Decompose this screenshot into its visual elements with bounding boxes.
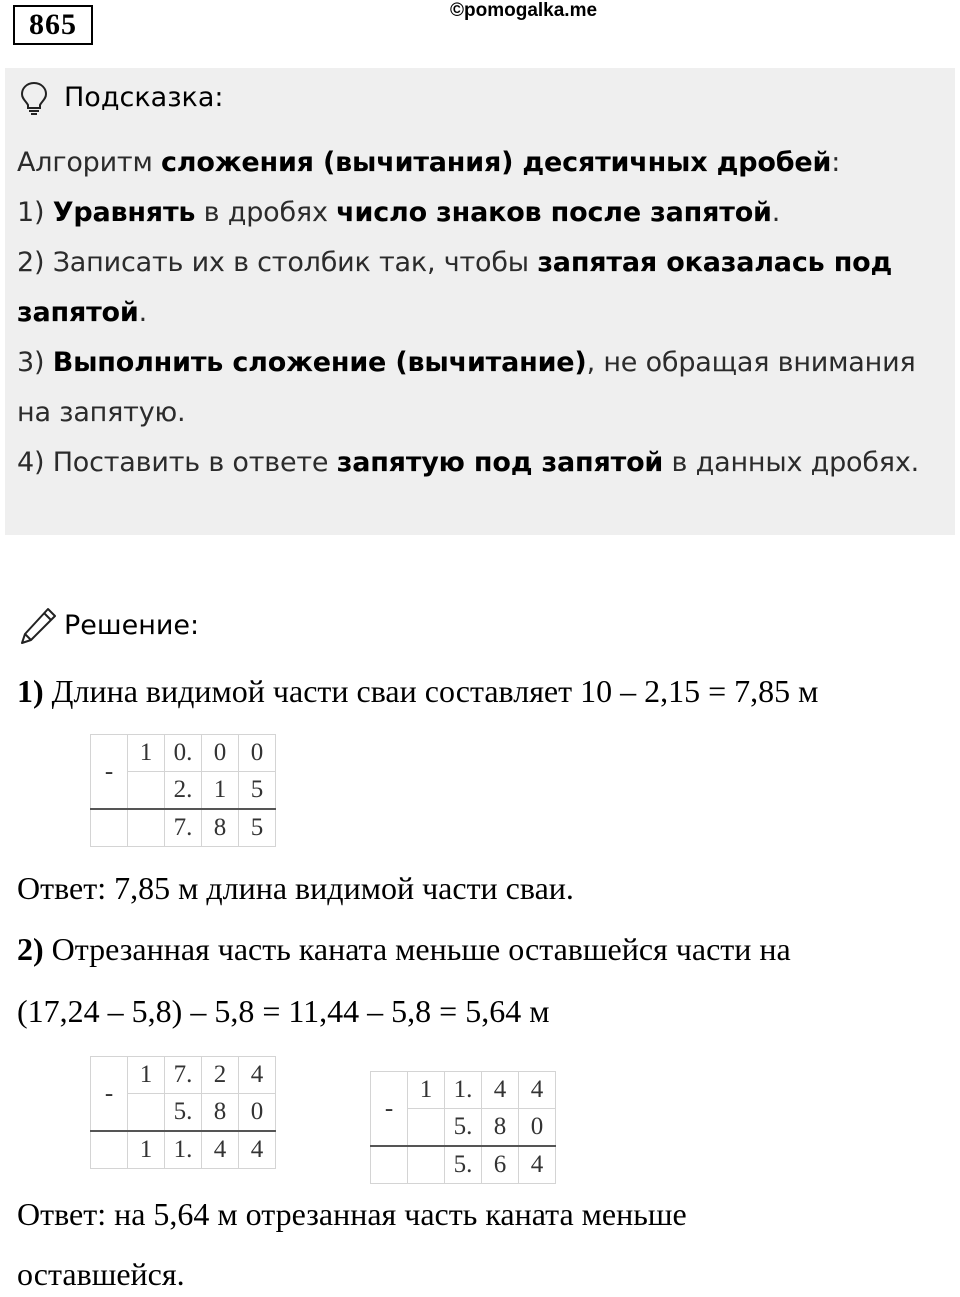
- empty-cell: [91, 1131, 128, 1169]
- digit-cell: [408, 1109, 445, 1147]
- digit-cell: 0: [202, 735, 239, 772]
- empty-cell: [91, 809, 128, 847]
- digit-cell: 1: [128, 1057, 165, 1094]
- hint-line-1: Алгоритм сложения (вычитания) десятичных дробей:: [17, 147, 841, 178]
- digit-cell: 0: [239, 735, 276, 772]
- step1-answer: Ответ: 7,85 м длина видимой части сваи.: [17, 870, 574, 906]
- digit-cell: 1.: [445, 1072, 482, 1109]
- digit-cell: 7.: [165, 809, 202, 847]
- step1-text: 1) Длина видимой части сваи составляет 10 – 2,15 = 7,85 м: [17, 673, 819, 709]
- step2-text: 2) Отрезанная часть каната меньше оставшейся части на: [17, 931, 791, 967]
- digit-cell: 1: [408, 1072, 445, 1109]
- digit-cell: [128, 772, 165, 810]
- digit-cell: 5: [239, 772, 276, 810]
- digit-cell: 4: [239, 1131, 276, 1169]
- minus-sign: -: [371, 1072, 408, 1147]
- digit-cell: 5.: [165, 1094, 202, 1132]
- digit-cell: [408, 1146, 445, 1184]
- step2-answer-line-1: Ответ: на 5,64 м отрезанная часть каната меньше: [17, 1196, 687, 1232]
- digit-cell: 5.: [445, 1109, 482, 1147]
- digit-cell: 8: [202, 809, 239, 847]
- pencil-icon: [18, 605, 58, 647]
- digit-cell: 7.: [165, 1057, 202, 1094]
- digit-cell: 2.: [165, 772, 202, 810]
- step2-expression: (17,24 – 5,8) – 5,8 = 11,44 – 5,8 = 5,64 м: [17, 993, 550, 1029]
- digit-cell: 2: [202, 1057, 239, 1094]
- digit-cell: 8: [482, 1109, 519, 1147]
- hint-line-2: 1) Уравнять в дробях число знаков после запятой.: [17, 197, 781, 228]
- digit-cell: 4: [519, 1072, 556, 1109]
- lightbulb-icon: [18, 80, 50, 116]
- digit-cell: 5: [239, 809, 276, 847]
- minus-sign: -: [91, 1057, 128, 1132]
- digit-cell: 8: [202, 1094, 239, 1132]
- empty-cell: [371, 1146, 408, 1184]
- digit-cell: 1: [202, 772, 239, 810]
- digit-cell: 4: [202, 1131, 239, 1169]
- task-number: 865: [13, 5, 93, 45]
- digit-cell: 1: [128, 735, 165, 772]
- digit-cell: 0: [519, 1109, 556, 1147]
- hint-line-5: 3) Выполнить сложение (вычитание), не обращая внимания: [17, 347, 916, 378]
- hint-line-7: 4) Поставить в ответе запятую под запятой в данных дробях.: [17, 447, 920, 478]
- digit-cell: 6: [482, 1146, 519, 1184]
- digit-cell: 5.: [445, 1146, 482, 1184]
- step2-column-subtraction-b: [370, 1071, 556, 1184]
- hint-line-6: на запятую.: [17, 397, 186, 428]
- step1-column-subtraction: [90, 734, 276, 847]
- hint-line-3: 2) Записать их в столбик так, чтобы запятая оказалась под: [17, 247, 893, 278]
- digit-cell: 0.: [165, 735, 202, 772]
- minus-sign: -: [91, 735, 128, 810]
- hint-line-4: запятой.: [17, 297, 148, 328]
- step2-answer-line-2: оставшейся.: [17, 1256, 185, 1292]
- step2-column-subtraction-a: [90, 1056, 276, 1169]
- digit-cell: [128, 809, 165, 847]
- digit-cell: 4: [482, 1072, 519, 1109]
- site-watermark: ©pomogalka.me: [450, 0, 598, 21]
- hint-title: Подсказка:: [64, 82, 224, 113]
- digit-cell: 4: [519, 1146, 556, 1184]
- digit-cell: 4: [239, 1057, 276, 1094]
- solution-title: Решение:: [64, 610, 200, 641]
- digit-cell: [128, 1094, 165, 1132]
- digit-cell: 0: [239, 1094, 276, 1132]
- digit-cell: 1.: [165, 1131, 202, 1169]
- digit-cell: 1: [128, 1131, 165, 1169]
